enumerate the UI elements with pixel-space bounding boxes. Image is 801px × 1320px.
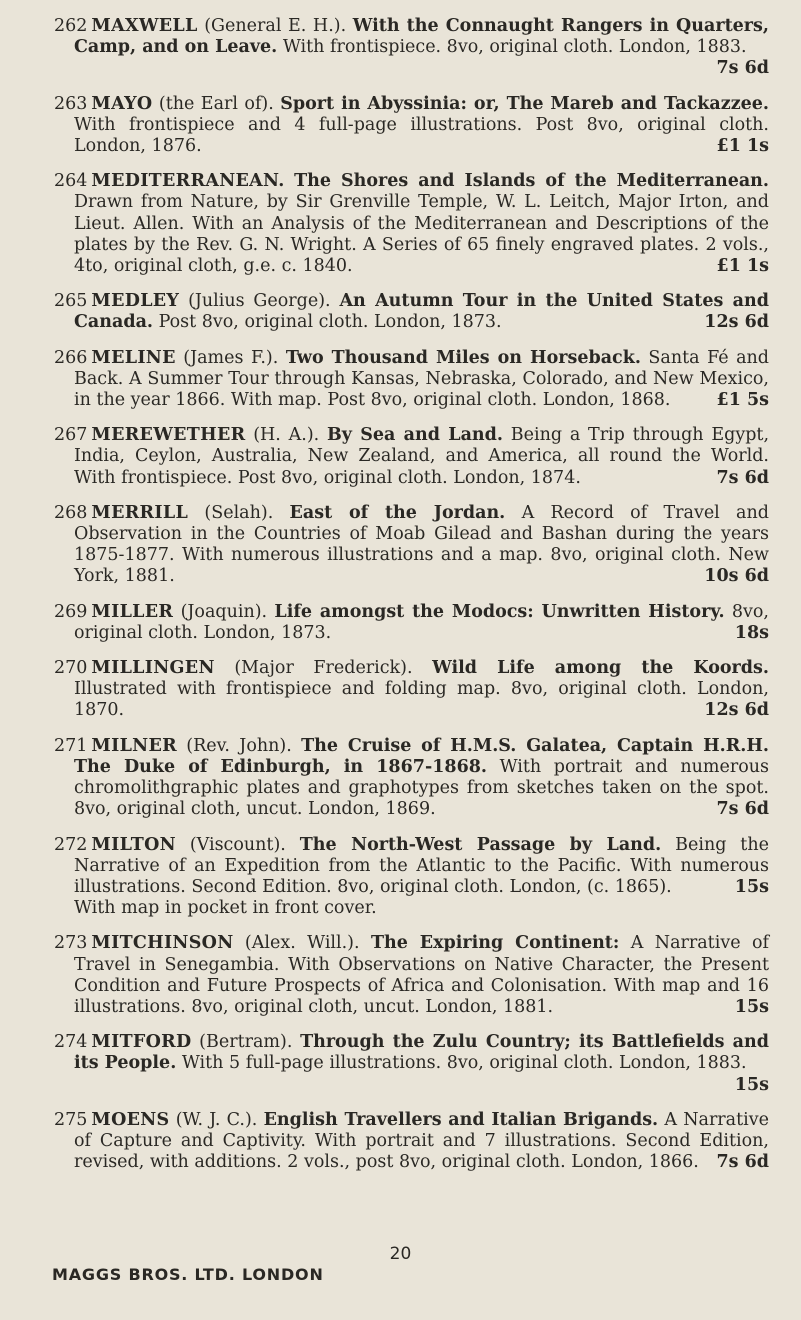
entry-number: 270 bbox=[54, 658, 88, 679]
entry-number: 264 bbox=[54, 171, 88, 192]
entry-title: English Travellers and Italian Brigands. bbox=[263, 1109, 659, 1130]
entry-author-detail: (Rev. John). bbox=[186, 735, 292, 756]
catalogue-entry bbox=[54, 1032, 769, 1096]
entry-price: £1 1s bbox=[716, 256, 769, 277]
entry-author: MOENS bbox=[91, 1109, 170, 1130]
entry-number: 273 bbox=[54, 933, 88, 954]
entry-author: MERRILL bbox=[91, 502, 189, 523]
entry-price: 10s 6d bbox=[704, 566, 769, 587]
catalogue-entry bbox=[54, 933, 769, 1018]
entry-author-detail: (Bertram). bbox=[199, 1032, 293, 1053]
entry-details: A Narrative of Travel in Senegambia. With Observations on Native Character, the Present Condition and Future Prospects of Africa and Colonisation. With map and 16 illustrations. 8vo, original cloth, uncut. London, 1881. bbox=[74, 933, 769, 1017]
entry-author: MELINE bbox=[91, 347, 176, 368]
entry-author-detail: (Joaquin). bbox=[180, 601, 268, 622]
page-number: 20 bbox=[389, 1244, 412, 1264]
entry-author: MILNER bbox=[91, 735, 177, 756]
entry-author: MAXWELL bbox=[91, 16, 198, 36]
entry-details: With frontispiece and 4 full-page illustrations. Post 8vo, original cloth. London, 1876. bbox=[74, 114, 769, 157]
entry-details: With portrait and numerous chromolithgraphic plates and graphotypes from sketches taken on the spot. 8vo, original cloth, uncut. London, 1869. bbox=[74, 756, 769, 820]
entry-author-detail: (H. A.). bbox=[253, 425, 320, 446]
entry-price: 15s bbox=[734, 996, 769, 1017]
entry-details: Being the Narrative of an Expedition from the Atlantic to the Pacific. With numerous illustrations. Second Edition. 8vo, original cloth. London, (c. 1865). bbox=[74, 834, 769, 897]
entry-details: A Record of Travel and Observation in the Countries of Moab Gilead and Bashan during the years 1875-1877. With numerous illustrations and a map. 8vo, original cloth. New York, 1881. bbox=[74, 502, 769, 587]
entry-title: Through the Zulu Country; its Battlefields and its People. bbox=[74, 1032, 769, 1074]
entry-price: £1 5s bbox=[716, 390, 769, 411]
entry-title: By Sea and Land. bbox=[327, 425, 503, 446]
catalogue-entry bbox=[54, 348, 769, 412]
entry-price: 12s 6d bbox=[704, 312, 769, 333]
catalogue-entry bbox=[54, 291, 769, 333]
entry-number: 271 bbox=[54, 735, 88, 756]
catalogue-entry bbox=[54, 171, 769, 277]
catalogue-entry bbox=[54, 503, 769, 588]
entry-author: MEREWETHER bbox=[91, 425, 246, 446]
entry-author: MILTON bbox=[91, 834, 176, 855]
entry-author-detail: (W. J. C.). bbox=[175, 1109, 258, 1130]
entry-details: A Narrative of Capture and Captivity. With portrait and 7 illustrations. Second Edition, revised, with additions. 2 vols., post 8vo, original cloth. London, 1866. bbox=[74, 1109, 769, 1173]
entry-price: 7s 6d bbox=[716, 1152, 769, 1173]
entry-price: 7s 6d bbox=[716, 799, 769, 820]
entry-number: 274 bbox=[54, 1032, 88, 1053]
entry-number: 267 bbox=[54, 425, 88, 446]
entry-price: 12s 6d bbox=[704, 700, 769, 721]
entry-details: Drawn from Nature, by Sir Grenville Temple, W. L. Leitch, Major Irton, and Lieut. Allen. With an Analysis of the Mediterranean and Descriptions of the plates by the Rev. G. N. Wright. A Series of 65 finely engraved plates. 2 vols., 4to, original cloth, g.e. c. 1840. bbox=[74, 192, 769, 277]
entry-author: MITCHINSON bbox=[91, 933, 234, 954]
entry-title: Wild Life among the Koords. bbox=[432, 658, 769, 679]
entry-author-detail: (Selah). bbox=[204, 502, 274, 523]
entry-details: With frontispiece. 8vo, original cloth. London, 1883. bbox=[282, 37, 747, 58]
entry-price: 18s bbox=[734, 622, 769, 643]
entry-price: 7s 6d bbox=[716, 467, 769, 488]
entry-title: The Shores and Islands of the Mediterranean. bbox=[294, 171, 769, 192]
entry-title: The Expiring Continent: bbox=[370, 933, 620, 954]
entry-details: Being a Trip through Egypt, India, Ceylon, Australia, New Zealand, and America, all round the World. With frontispiece. Post 8vo, original cloth. London, 1874. bbox=[74, 425, 770, 488]
catalogue-entry bbox=[54, 658, 769, 722]
entry-number: 263 bbox=[54, 93, 88, 114]
entry-title: Life amongst the Modocs: Unwritten History. bbox=[274, 601, 725, 622]
entry-price: 7s 6d bbox=[716, 58, 769, 79]
catalogue-entry bbox=[54, 1110, 769, 1174]
publisher-imprint: MAGGS BROS. LTD. LONDON bbox=[52, 1265, 324, 1284]
entry-author-detail: (Julius George). bbox=[188, 291, 331, 312]
catalogue-entry bbox=[54, 94, 769, 158]
entry-title: The Cruise of H.M.S. Galatea, Captain H.R.H. The Duke of Edinburgh, in 1867-1868. bbox=[74, 735, 769, 777]
entry-author-detail: (General E. H.). bbox=[204, 16, 347, 36]
catalogue-entry bbox=[54, 736, 769, 821]
entry-number: 262 bbox=[54, 16, 88, 36]
entry-number: 265 bbox=[54, 291, 88, 312]
entry-details: 8vo, original cloth. London, 1873. bbox=[74, 601, 769, 643]
entry-author: MAYO bbox=[91, 93, 153, 114]
catalogue-entry bbox=[54, 835, 769, 920]
entry-number: 269 bbox=[54, 601, 88, 622]
entry-author: MEDLEY bbox=[91, 291, 180, 312]
entry-number: 266 bbox=[54, 347, 88, 368]
entry-details: Santa Fé and Back. A Summer Tour through Kansas, Nebraska, Colorado, and New Mexico, in the year 1866. With map. Post 8vo, original cloth. London, 1868. bbox=[74, 347, 769, 411]
entry-author: MITFORD bbox=[91, 1032, 192, 1053]
entry-price: 15s bbox=[734, 876, 769, 897]
entry-price: 15s bbox=[734, 1074, 769, 1095]
entry-list bbox=[54, 16, 769, 1173]
entry-author-detail: (Major Frederick). bbox=[234, 658, 413, 679]
entry-title: The North-West Passage by Land. bbox=[299, 834, 662, 855]
entry-number: 272 bbox=[54, 834, 88, 855]
entry-price: £1 1s bbox=[716, 136, 769, 157]
entry-author: MILLINGEN bbox=[91, 658, 215, 679]
catalogue-entry bbox=[54, 602, 769, 644]
entry-author: MILLER bbox=[91, 601, 174, 622]
entry-details: Illustrated with frontispiece and folding map. 8vo, original cloth. London, 1870. bbox=[74, 679, 769, 721]
entry-details: With 5 full-page illustrations. 8vo, original cloth. London, 1883. bbox=[181, 1053, 747, 1074]
entry-author-detail: (the Earl of). bbox=[158, 93, 274, 114]
entry-title: East of the Jordan. bbox=[289, 502, 506, 523]
entry-number: 268 bbox=[54, 502, 88, 523]
entry-author-detail: (Viscount). bbox=[189, 834, 286, 855]
entry-author-detail: (Alex. Will.). bbox=[244, 933, 360, 954]
entry-author: MEDITERRANEAN. bbox=[91, 171, 285, 192]
catalogue-entry bbox=[54, 425, 769, 489]
catalogue-entry bbox=[54, 16, 769, 80]
entry-details: Post 8vo, original cloth. London, 1873. bbox=[158, 312, 502, 333]
entry-author-detail: (James F.). bbox=[183, 347, 279, 368]
entry-note: With map in pocket in front cover. bbox=[74, 898, 377, 919]
entry-title: An Autumn Tour in the United States and Canada. bbox=[74, 291, 769, 333]
entry-title: Sport in Abyssinia: or, The Mareb and Tackazzee. bbox=[280, 93, 769, 114]
entry-title: With the Connaught Rangers in Quarters, Camp, and on Leave. bbox=[74, 16, 769, 58]
entry-number: 275 bbox=[54, 1109, 88, 1130]
entry-title: Two Thousand Miles on Horseback. bbox=[285, 347, 641, 368]
